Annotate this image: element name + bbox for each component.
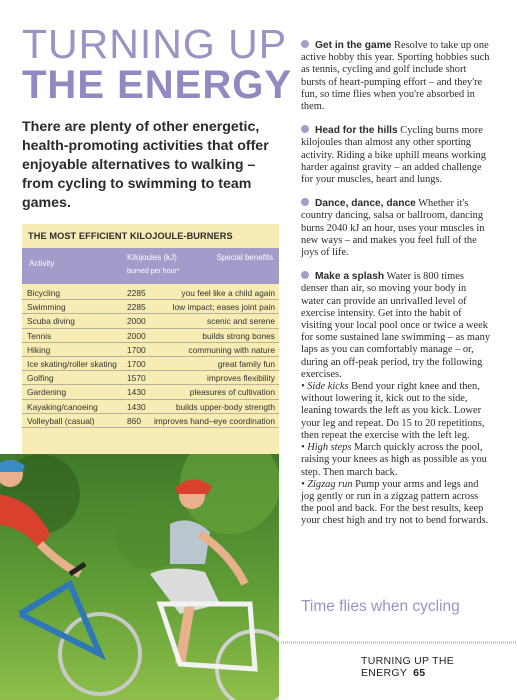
row-activity: Volleyball (casual): [27, 415, 95, 426]
row-kilojoules: 1430: [127, 401, 146, 412]
exercise-lead: • High steps: [301, 442, 352, 454]
table-row: [22, 371, 279, 385]
row-activity: Scuba diving: [27, 316, 75, 327]
page-number: 65: [413, 667, 426, 679]
row-kilojoules: 860: [127, 415, 141, 426]
page-footer: [361, 655, 517, 679]
tip-text: Water is 800 times denser than air, so moving your body in water can provide an unrivalled level of exercise intensity. Get into the habit of visiting your local pool once or twice a week for some sustained lane swimming – as many laps as you can comfortably manage – or, during an off-peak period, try the following exercises.: [301, 271, 491, 380]
footer-rule: [281, 641, 517, 644]
kilojoule-table: [22, 224, 279, 482]
tip-text: Cycling burns more kilojoules than almost any other sporting activity. Riding a bike uphill means working harder against gravity – an added challenge for your muscles, heart and lungs.: [301, 125, 486, 186]
row-kilojoules: 1570: [127, 373, 146, 384]
bullet-icon: [301, 40, 309, 48]
exercise-text: Pump your arms and legs and jog gently or run in a zigzag pattern across the pool and back. For the best results, keep your chest high and try not to bend forwards.: [301, 478, 489, 527]
exercise-high-steps: [301, 442, 491, 479]
tip-lead: Head for the hills: [315, 125, 398, 137]
table-row: [22, 357, 279, 371]
tip-lead: Get in the game: [315, 40, 392, 51]
row-benefit: you feel like a child again: [181, 288, 275, 298]
row-benefit: improves hand–eye coordination: [153, 415, 275, 426]
tip-text: Whether it's country dancing, salsa or ballroom, dancing burns 2040 kJ an hour, uses your muscles in new ways – and makes you feel full of the joys of life.: [301, 198, 485, 259]
intro-paragraph: There are plenty of other energetic, health-promoting activities that offer enjoyable alternatives to walking – from cycling to swimming to team games.: [22, 119, 269, 211]
header-activity: Activity: [29, 259, 55, 268]
tips-column: [301, 40, 491, 528]
table-header: [22, 248, 279, 284]
row-benefit: pleasures of cultivation: [189, 387, 275, 398]
running-head: TURNING UP THE ENERGY: [361, 655, 455, 679]
row-benefit: scenic and serene: [207, 316, 275, 327]
row-activity: Hiking: [27, 344, 51, 355]
table-title: THE MOST EFFICIENT KILOJOULE-BURNERS: [28, 231, 233, 241]
exercise-lead: • Side kicks: [301, 381, 349, 393]
row-benefit: builds upper-body strength: [175, 401, 275, 412]
exercise-lead: • Zigzag run: [301, 478, 353, 490]
exercise-text: Bend your right knee and then, without lowering it, kick out to the side, leaning towards the left as you kick. Lower your leg and repeat. Do 15 to 20 repetitions, then repeat the exercise with the left leg.: [301, 381, 485, 441]
row-activity: Bicycling: [27, 288, 61, 298]
row-activity: Kayaking/canoeing: [27, 401, 98, 412]
table-row: [22, 314, 279, 328]
heading-line-2: THE ENERGY: [22, 63, 293, 107]
row-kilojoules: 1430: [127, 387, 146, 398]
row-kilojoules: 1700: [127, 358, 146, 369]
table-row: [22, 414, 279, 428]
row-activity: Golfing: [27, 373, 54, 384]
bullet-icon: [301, 125, 309, 133]
row-activity: Gardening: [27, 387, 67, 398]
row-kilojoules: 2285: [127, 288, 146, 298]
header-kilojoules: Kilojoules (kJ): [127, 253, 177, 262]
row-activity: Tennis: [27, 330, 52, 341]
row-benefit: great family fun: [217, 358, 275, 369]
tip-head-for-hills: [301, 125, 491, 186]
row-kilojoules: 2000: [127, 330, 146, 341]
row-kilojoules: 2000: [127, 316, 146, 327]
tip-text: Resolve to take up one active hobby this year. Sporting hobbies such as tennis, cycling and golf include short bursts of heart-pumping effort – and they're fun, so time flies when you're absorbed in them.: [301, 40, 490, 113]
table-row: [22, 400, 279, 414]
row-benefit: builds strong bones: [202, 330, 275, 341]
table-row: [22, 385, 279, 399]
tip-lead: Make a splash: [315, 271, 385, 283]
exercise-zigzag: [301, 479, 491, 528]
row-benefit: communing with nature: [188, 344, 275, 355]
row-benefit: low impact; eases joint pain: [172, 302, 275, 313]
header-benefits: Special benefits: [216, 253, 273, 262]
tip-splash: [301, 271, 491, 381]
table-row: [22, 329, 279, 343]
header-kilojoules-sub: burned per hour*: [127, 268, 180, 275]
table-row: [22, 343, 279, 357]
exercise-text: March quickly across the pool, raising your knees as high as possible as you step. Then march back.: [301, 442, 487, 478]
table-row: [22, 286, 279, 300]
tip-lead: Dance, dance, dance: [315, 198, 416, 210]
bullet-icon: [301, 198, 309, 206]
bullet-icon: [301, 271, 309, 279]
row-activity: Swimming: [27, 302, 66, 313]
tip-get-in-game: [301, 40, 491, 113]
photo-caption: Time flies when cycling: [301, 598, 460, 615]
row-benefit: improves flexibility: [207, 373, 275, 384]
row-kilojoules: 2285: [127, 302, 146, 313]
heading-line-1: TURNING UP: [22, 21, 288, 67]
exercise-side-kicks: [301, 381, 491, 442]
table-body: [22, 286, 279, 428]
row-activity: Ice skating/roller skating: [27, 358, 117, 369]
table-row: [22, 300, 279, 314]
row-kilojoules: 1700: [127, 344, 146, 355]
cycling-photo: [0, 454, 279, 700]
tip-dance: [301, 198, 491, 259]
